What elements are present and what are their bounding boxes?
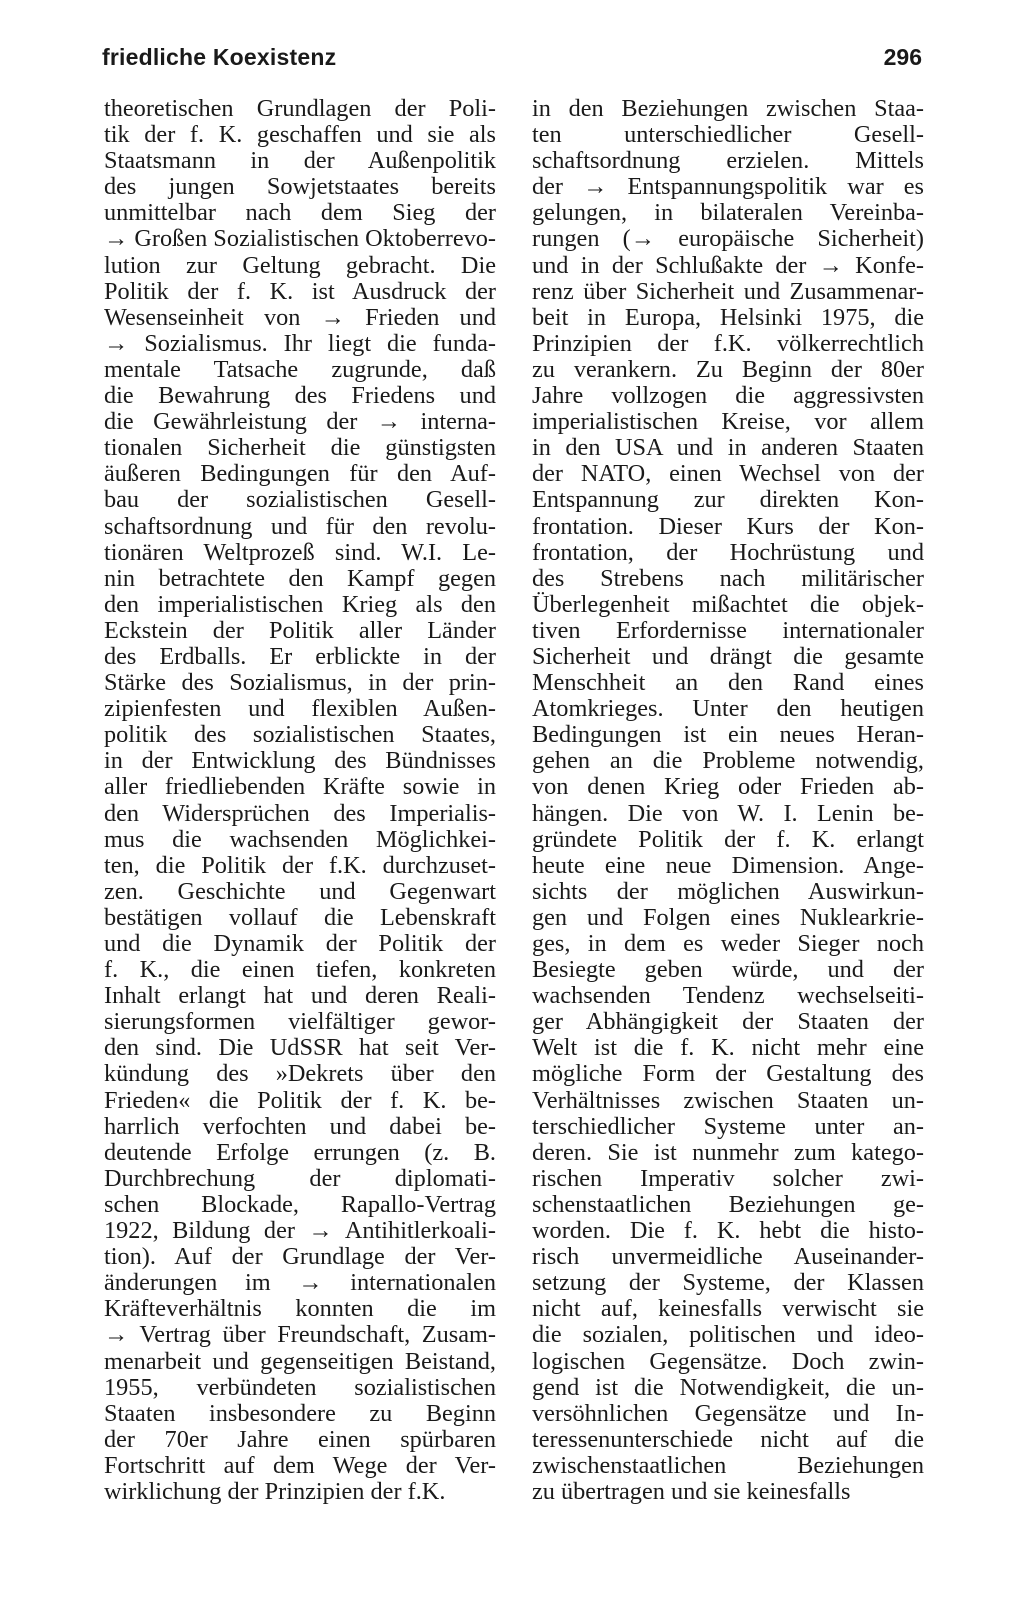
text-line: die sozialen, politischen und ideo- — [532, 1321, 924, 1349]
text-line: deren. Sie ist nunmehr zum katego- — [532, 1138, 924, 1166]
text-line: → Vertrag über Freundschaft, Zusam- — [104, 1321, 496, 1349]
text-line: und in der Schlußakte der → Konfe- — [532, 251, 924, 279]
text-line: Frieden« die Politik der f. K. be- — [104, 1086, 496, 1114]
text-line: lution zur Geltung gebracht. Die — [104, 251, 496, 279]
text-line: Eckstein der Politik aller Länder — [104, 616, 496, 644]
text-line: f. K., die einen tiefen, konkreten — [104, 956, 496, 984]
text-line: Fortschritt auf dem Wege der Ver- — [104, 1451, 496, 1479]
text-line: zu verankern. Zu Beginn der 80er — [532, 355, 924, 383]
text-line: Politik der f. K. ist Ausdruck der — [104, 277, 496, 305]
text-line: gründete Politik der f. K. erlangt — [532, 825, 924, 853]
text-line: mentale Tatsache zugrunde, daß — [104, 355, 496, 383]
text-line: Besiegte geben würde, und der — [532, 956, 924, 984]
page-header — [102, 44, 922, 84]
left-text-column — [104, 96, 496, 1505]
text-line: frontation, der Hochrüstung und — [532, 538, 924, 566]
text-line: Wesenseinheit von → Frieden und — [104, 303, 496, 331]
text-line: Stärke des Sozialismus, in der prin- — [104, 669, 496, 697]
text-line: gend ist die Notwendigkeit, die un- — [532, 1373, 924, 1401]
text-line: schenstaatlichen Beziehungen ge- — [532, 1190, 924, 1218]
text-line: worden. Die f. K. hebt die histo- — [532, 1217, 924, 1245]
text-line: 1922, Bildung der → Antihitlerkoali- — [104, 1217, 496, 1245]
text-line: zipienfesten und flexiblen Außen- — [104, 695, 496, 723]
text-line: ten, die Politik der f.K. durchzuset- — [104, 851, 496, 879]
text-line: bestätigen vollauf die Lebenskraft — [104, 903, 496, 931]
text-line: tiven Erfordernisse internationaler — [532, 616, 924, 644]
text-line: Jahre vollzogen die aggressivsten — [532, 382, 924, 410]
text-line: tionären Weltprozeß sind. W.I. Le- — [104, 538, 496, 566]
text-line: äußeren Bedingungen für den Auf- — [104, 460, 496, 488]
text-line: sichts der möglichen Auswirkun- — [532, 877, 924, 905]
text-line: Bedingungen ist ein neues Heran- — [532, 721, 924, 749]
text-line: den Widersprüchen des Imperialis- — [104, 799, 496, 827]
text-line: imperialistischen Kreise, vor allem — [532, 408, 924, 436]
text-line: den sind. Die UdSSR hat seit Ver- — [104, 1034, 496, 1062]
text-line: ten unterschiedlicher Gesell- — [532, 121, 924, 149]
page-number: 296 — [883, 44, 922, 70]
text-line: ges, in dem es weder Sieger noch — [532, 930, 924, 957]
text-line: frontation. Dieser Kurs der Kon- — [532, 512, 924, 540]
text-line: aller friedliebenden Kräfte sowie in — [104, 773, 496, 801]
text-line: wirklichung der Prinzipien der f.K. — [104, 1477, 446, 1505]
right-text-column — [532, 96, 924, 1505]
text-line: versöhnlichen Gegensätze und In- — [532, 1399, 924, 1427]
text-line: mus die wachsenden Möglichkei- — [104, 825, 496, 853]
text-line: mögliche Form der Gestaltung des — [532, 1060, 924, 1088]
text-line: der NATO, einen Wechsel von der — [532, 460, 924, 488]
text-line: setzung der Systeme, der Klassen — [532, 1269, 924, 1297]
text-line: der 70er Jahre einen spürbaren — [104, 1425, 496, 1453]
text-line: unmittelbar nach dem Sieg der — [104, 199, 496, 227]
text-line: gen und Folgen eines Nuklearkrie- — [532, 903, 924, 931]
text-line: in der Entwicklung des Bündnisses — [104, 747, 496, 775]
text-line: heute eine neue Dimension. Ange- — [532, 851, 924, 879]
text-line: nicht auf, keinesfalls verwischt sie — [532, 1295, 924, 1323]
text-line: Überlegenheit mißachtet die objek- — [532, 590, 924, 618]
text-line: theoretischen Grundlagen der Poli- — [104, 95, 496, 122]
text-line: → Großen Sozialistischen Oktoberrevo- — [104, 225, 496, 253]
text-line: teressenunterschiede nicht auf die — [532, 1425, 924, 1453]
text-line: die Gewährleistung der → interna- — [104, 408, 496, 436]
text-line: Inhalt erlangt hat und deren Reali- — [104, 982, 496, 1010]
text-line: änderungen im → internationalen — [104, 1269, 496, 1297]
text-line: nin betrachtete den Kampf gegen — [104, 564, 496, 592]
text-line: → Sozialismus. Ihr liegt die funda- — [104, 329, 496, 357]
text-line: ger Abhängigkeit der Staaten der — [532, 1008, 924, 1036]
text-line: von denen Krieg oder Frieden ab- — [532, 773, 924, 801]
text-line: 1955, verbündeten sozialistischen — [104, 1373, 496, 1401]
text-line: harrlich verfochten und dabei be- — [104, 1112, 496, 1140]
text-line: logischen Gegensätze. Doch zwin- — [532, 1347, 924, 1375]
text-line: Sicherheit und drängt die gesamte — [532, 642, 924, 670]
text-line: in den USA und in anderen Staaten — [532, 434, 924, 462]
text-line: der → Entspannungspolitik war es — [532, 173, 924, 201]
text-line: den imperialistischen Krieg als den — [104, 590, 496, 618]
text-line: gehen an die Probleme notwendig, — [532, 747, 924, 775]
text-line: des Erdballs. Er erblickte in der — [104, 642, 496, 670]
text-line: tionalen Sicherheit die günstigsten — [104, 434, 496, 462]
text-line: bau der sozialistischen Gesell- — [104, 486, 496, 514]
text-line: tik der f. K. geschaffen und sie als — [104, 121, 496, 149]
text-line: und die Dynamik der Politik der — [104, 930, 496, 957]
text-line: politik des sozialistischen Staates, — [104, 721, 496, 749]
text-line: zen. Geschichte und Gegenwart — [104, 877, 496, 905]
text-line: terschiedlicher Systeme unter an- — [532, 1112, 924, 1140]
text-line: Durchbrechung der diplomati- — [104, 1164, 496, 1192]
text-line: schaftsordnung und für den revolu- — [104, 512, 496, 540]
text-line: gelungen, in bilateralen Vereinba- — [532, 199, 924, 227]
text-line: schaftsordnung erzielen. Mittels — [532, 147, 924, 175]
text-line: die Bewahrung des Friedens und — [104, 382, 496, 410]
text-line: hängen. Die von W. I. Lenin be- — [532, 799, 924, 827]
text-line: Staaten insbesondere zu Beginn — [104, 1399, 496, 1427]
text-line: Menschheit an den Rand eines — [532, 669, 924, 697]
text-line: risch unvermeidliche Auseinander- — [532, 1243, 924, 1271]
text-line: des jungen Sowjetstaates bereits — [104, 173, 496, 201]
text-line: Verhältnisses zwischen Staaten un- — [532, 1086, 924, 1114]
text-line: rungen (→ europäische Sicherheit) — [532, 225, 924, 253]
text-line: Welt ist die f. K. nicht mehr eine — [532, 1034, 924, 1062]
text-line: des Strebens nach militärischer — [532, 564, 924, 592]
text-line: sierungsformen vielfältiger gewor- — [104, 1008, 496, 1036]
text-line: zu übertragen und sie keinesfalls — [532, 1477, 851, 1505]
text-line: Kräfteverhältnis konnten die im — [104, 1295, 496, 1323]
running-head-title: friedliche Koexistenz — [102, 44, 337, 70]
text-line: menarbeit und gegenseitigen Beistand, — [104, 1347, 496, 1375]
text-line: kündung des »Dekrets über den — [104, 1060, 496, 1088]
text-line: rischen Imperativ solcher zwi- — [532, 1164, 924, 1192]
text-line: deutende Erfolge errungen (z. B. — [104, 1138, 496, 1166]
text-line: in den Beziehungen zwischen Staa- — [532, 95, 924, 122]
text-line: Prinzipien der f.K. völkerrechtlich — [532, 329, 924, 357]
text-line: renz über Sicherheit und Zusammenar- — [532, 277, 924, 305]
text-line: wachsenden Tendenz wechselseiti- — [532, 982, 924, 1010]
text-line: tion). Auf der Grundlage der Ver- — [104, 1243, 496, 1271]
text-line: Atomkrieges. Unter den heutigen — [532, 695, 924, 723]
text-line: Entspannung zur direkten Kon- — [532, 486, 924, 514]
text-line: Staatsmann in der Außenpolitik — [104, 147, 496, 175]
text-line: beit in Europa, Helsinki 1975, die — [532, 303, 924, 331]
text-line: zwischenstaatlichen Beziehungen — [532, 1451, 924, 1479]
text-line: schen Blockade, Rapallo-Vertrag — [104, 1190, 496, 1218]
